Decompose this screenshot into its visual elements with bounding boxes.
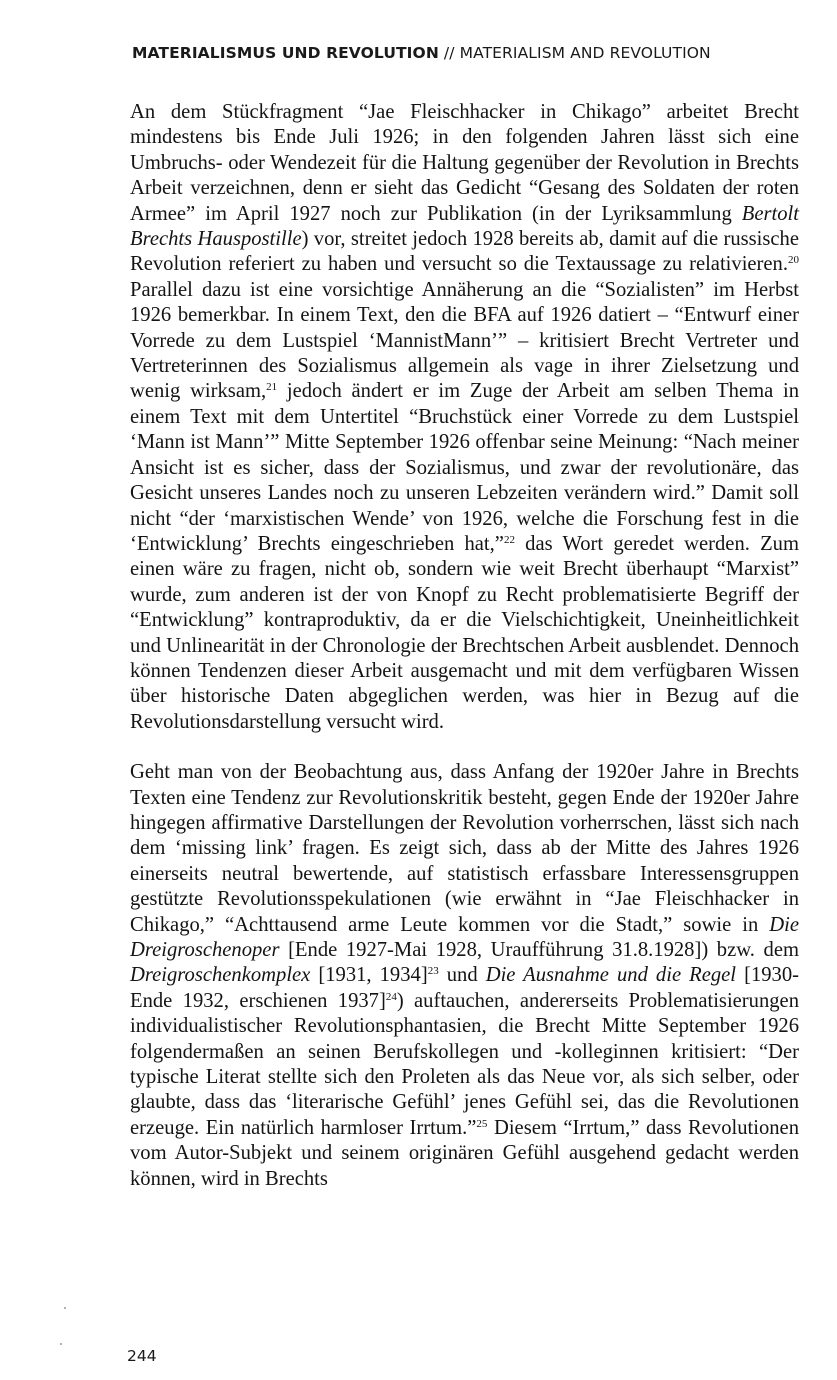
work-title: Dreigroschenkomplex (130, 964, 311, 987)
work-title: Die Ausnahme und die Regel (485, 964, 737, 987)
paragraph (130, 760, 799, 1192)
text-run: [1931, 1934] (310, 964, 428, 987)
footnote-ref: 23 (427, 965, 439, 978)
text-run: und (438, 964, 486, 987)
text-run: jedoch ändert er im Zuge der Arbeit am selben Thema in einem Text mit dem Untertitel “Bruchstück einer Vorrede zu dem Lustspiel ‘Mann ist Mann’” Mitte September 1926 offenbar seine Meinung: “Nach meiner Ansicht ist es sicher, dass der Sozialismus, und zwar der revolutionäre, das Gesicht unseres Landes noch zu unseren Lebzeiten verändern wird.” Damit soll nicht “der ‘marxistischen Wende’ von 1926, welche die Forschung fest in die ‘Entwicklung’ Brechts eingeschrieben hat,” (130, 380, 799, 555)
paragraph (130, 100, 799, 735)
scan-speck (64, 1307, 66, 1309)
running-head-separator: // (438, 44, 460, 62)
running-head (132, 44, 792, 62)
body-text (130, 100, 799, 1192)
text-run: ) vor, streitet jedoch 1928 bereits ab, damit auf die russische Revolution referiert zu haben und versucht so die Textaussage zu relativieren. (130, 228, 799, 276)
text-run: Parallel dazu ist eine vorsichtige Annäherung an die “Sozialisten” im Herbst 1926 bemerkbar. In einem Text, den die BFA auf 1926 datiert – “Entwurf einer Vorrede zu dem Lustspiel ‘MannistMann’” – kritisiert Brecht Vertreter und Vertreterinnen des Sozialismus allgemein als vage in ihrer Zielsetzung und wenig wirksam, (130, 278, 799, 403)
footnote-ref: 22 (503, 533, 515, 546)
work-title: Bertolt Brechts Hauspostille (130, 202, 799, 251)
text-run: An dem Stückfragment “Jae Fleischhacker in Chikago” arbeitet Brecht mindestens bis Ende Juli 1926; in den folgenden Jahren lässt sich eine Umbruchs- oder Wendezeit für die Haltung gegenüber der Revolution in Brechts Arbeit verzeichnen, denn er sieht das Gedicht “Gesang des Soldaten der roten Armee” im April 1927 noch zur Publikation (in der Lyriksammlung (130, 101, 799, 225)
running-head-title-en: MATERIALISM AND REVOLUTION (459, 44, 711, 62)
text-run: Diesem “Irrtum,” dass Revolutionen vom Autor-Subjekt und seinem originären Gefühl ausgehend gedacht werden können, wird in Brechts (130, 1116, 799, 1190)
text-run: das Wort geredet werden. Zum einen wäre zu fragen, nicht ob, sondern wie weit Brecht überhaupt “Marxist” wurde, zum anderen ist der von Knopf zu Recht problematisierte Begriff der “Entwicklung” kontraproduktiv, da er die Vielschichtigkeit, Uneinheitlichkeit und Unlinearität in der Chronologie der Brechtschen Arbeit ausblendet. Dennoch können Tendenzen dieser Arbeit ausgemacht und mit dem verfügbaren Wissen über historische Daten abgeglichen werden, was hier in Bezug auf die Revolutionsdarstellung versucht wird. (130, 532, 799, 733)
footnote-ref: 21 (266, 381, 278, 394)
work-title: Die Dreigroschenoper (130, 913, 799, 961)
footnote-ref: 25 (476, 1117, 488, 1130)
text-run: [1930-Ende 1932, erschienen 1937] (130, 964, 799, 1012)
page-number: 244 (127, 1347, 157, 1365)
footnote-ref: 24 (385, 990, 397, 1003)
running-head-title-de: MATERIALISMUS UND REVOLUTION (132, 44, 439, 62)
scan-speck (60, 1343, 62, 1345)
text-run: ) auftauchen, andererseits Problematisierungen individualistischer Revolutionsphantasien, die Brecht Mitte September 1926 folgendermaßen an seinen Berufskollegen und -kolleginnen kritisiert: “Der typische Literat stellte sich den Proleten als das Neue vor, als sich selber, oder glaubte, dass das ‘literarische Gefühl’ jenes Gefühl sei, das die Revolutionen erzeuge. Ein natürlich harmloser Irrtum.” (130, 989, 799, 1139)
text-run: Geht man von der Beobachtung aus, dass Anfang der 1920er Jahre in Brechts Texten eine Tendenz zur Revolutionskritik besteht, gegen Ende der 1920er Jahre hingegen affirmative Darstellungen der Revolution vorherrschen, lässt sich nach dem ‘missing link’ fragen. Es zeigt sich, dass ab der Mitte des Jahres 1926 einerseits neutral bewertende, auf statistisch erfassbare Interessensgruppen gestützte Revolutionsspekulationen (wie erwähnt in “Jae Fleischhacker in Chikago,” “Achttausend arme Leute kommen vor die Stadt,” sowie in (130, 761, 799, 936)
text-run: [Ende 1927-Mai 1928, Uraufführung 31.8.1928]) bzw. dem (279, 939, 799, 961)
footnote-ref: 20 (788, 254, 799, 267)
